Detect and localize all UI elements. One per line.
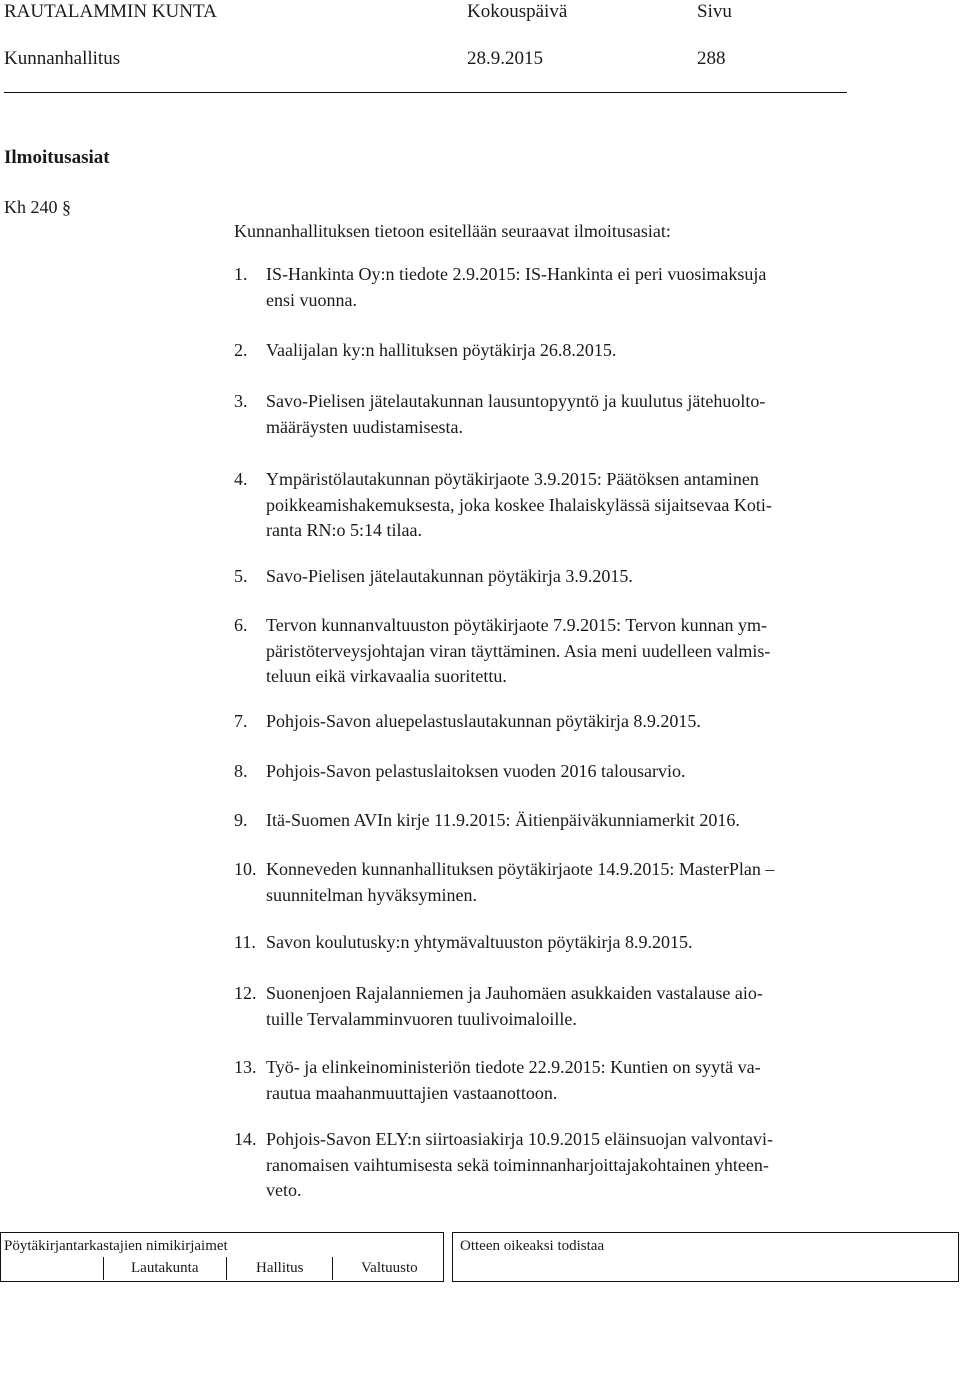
item-number: 3. — [234, 391, 248, 411]
item-number: 2. — [234, 340, 248, 360]
certified-label: Otteen oikeaksi todistaa — [460, 1238, 605, 1254]
list-item — [234, 759, 874, 785]
section-symbol: § — [62, 197, 71, 217]
list-item — [234, 262, 874, 313]
item-number: 9. — [234, 810, 248, 830]
header-divider — [4, 92, 847, 93]
meeting-date: 28.9.2015 — [467, 48, 543, 69]
footer-divider — [332, 1257, 333, 1280]
item-line: Tervon kunnanvaltuuston pöytäkirjaote 7.9.2015: Tervon kunnan ym- — [266, 615, 768, 635]
list-item — [234, 338, 874, 364]
item-line: Suonenjoen Rajalanniemen ja Jauhomäen asukkaiden vastalause aio- — [266, 983, 763, 1003]
org-name: RAUTALAMMIN KUNTA — [4, 1, 217, 22]
page-label: Sivu — [697, 1, 732, 22]
item-number: 5. — [234, 566, 248, 586]
item-number: 14. — [234, 1129, 257, 1149]
list-item — [234, 564, 874, 590]
item-line: rautua maahanmuuttajien vastaanottoon. — [266, 1082, 558, 1103]
item-line: Pohjois-Savon ELY:n siirtoasiakirja 10.9.2015 eläinsuojan valvontavi- — [266, 1129, 773, 1149]
list-item — [234, 808, 874, 834]
item-line: IS-Hankinta Oy:n tiedote 2.9.2015: IS-Hankinta ei peri vuosimaksuja — [266, 264, 767, 284]
list-item — [234, 981, 874, 1032]
item-line: ranta RN:o 5:14 tilaa. — [266, 520, 422, 540]
list-item — [234, 613, 874, 690]
item-line: Vaalijalan ky:n hallituksen pöytäkirja 26.8.2015. — [266, 340, 617, 360]
item-number: 8. — [234, 761, 248, 781]
section-title: Ilmoitusasiat — [4, 147, 110, 168]
item-number: 7. — [234, 711, 248, 731]
item-line: Savo-Pielisen jätelautakunnan lausuntopyyntö ja kuulutus jätehuolto- — [266, 391, 766, 411]
footer-divider — [226, 1257, 227, 1280]
item-line: Pohjois-Savon pelastuslaitoksen vuoden 2016 talousarvio. — [266, 761, 686, 781]
case-id — [4, 198, 71, 216]
item-number: 11. — [234, 932, 256, 952]
item-line: ensi vuonna. — [266, 289, 357, 310]
item-line: Savon koulutusky:n yhtymävaltuuston pöytäkirja 8.9.2015. — [266, 932, 693, 952]
item-number: 13. — [234, 1057, 257, 1077]
item-line: Savo-Pielisen jätelautakunnan pöytäkirja 3.9.2015. — [266, 566, 633, 586]
case-number: Kh 240 — [4, 197, 58, 217]
item-line: Konneveden kunnanhallituksen pöytäkirjaote 14.9.2015: MasterPlan – — [266, 859, 775, 879]
signatures-label: Pöytäkirjantarkastajien nimikirjaimet — [4, 1238, 228, 1254]
column-hallitus: Hallitus — [256, 1260, 304, 1276]
item-line: Ympäristölautakunnan pöytäkirjaote 3.9.2015: Päätöksen antaminen — [266, 469, 759, 489]
list-item — [234, 467, 874, 544]
item-line: ranomaisen vaihtumisesta sekä toiminnanharjoittajakohtainen yhteen- — [266, 1154, 769, 1175]
item-line: suunnitelman hyväksyminen. — [266, 884, 477, 905]
item-line: Työ- ja elinkeinoministeriön tiedote 22.9.2015: Kuntien on syytä va- — [266, 1057, 761, 1077]
item-number: 10. — [234, 859, 257, 879]
body-name: Kunnanhallitus — [4, 48, 121, 69]
list-item — [234, 857, 874, 908]
item-line: määräysten uudistamisesta. — [266, 416, 463, 437]
column-lautakunta: Lautakunta — [131, 1260, 199, 1276]
footer-divider — [103, 1257, 104, 1280]
item-line: päristöterveysjohtajan viran täyttäminen. Asia meni uudelleen valmis- — [266, 640, 771, 661]
list-item — [234, 930, 874, 956]
item-line: teluun eikä virkavaalia suoritettu. — [266, 666, 507, 686]
meeting-date-label: Kokouspäivä — [467, 1, 568, 22]
list-item — [234, 1055, 874, 1106]
item-line: tuille Tervalamminvuoren tuulivoimaloille. — [266, 1008, 577, 1029]
item-number: 4. — [234, 469, 248, 489]
page-number: 288 — [697, 48, 726, 69]
item-line: poikkeamishakemuksesta, joka koskee Ihalaiskylässä sijaitsevaa Koti- — [266, 494, 772, 515]
item-number: 6. — [234, 615, 248, 635]
item-line: Itä-Suomen AVIn kirje 11.9.2015: Äitienpäiväkunniamerkit 2016. — [266, 810, 740, 830]
item-number: 1. — [234, 264, 248, 284]
list-item — [234, 709, 874, 735]
item-line: veto. — [266, 1180, 302, 1200]
item-line: Pohjois-Savon aluepelastuslautakunnan pöytäkirja 8.9.2015. — [266, 711, 701, 731]
list-item — [234, 1127, 874, 1204]
column-valtuusto: Valtuusto — [361, 1260, 418, 1276]
item-number: 12. — [234, 983, 257, 1003]
list-item — [234, 389, 874, 440]
intro-text: Kunnanhallituksen tietoon esitellään seuraavat ilmoitusasiat: — [234, 221, 671, 241]
